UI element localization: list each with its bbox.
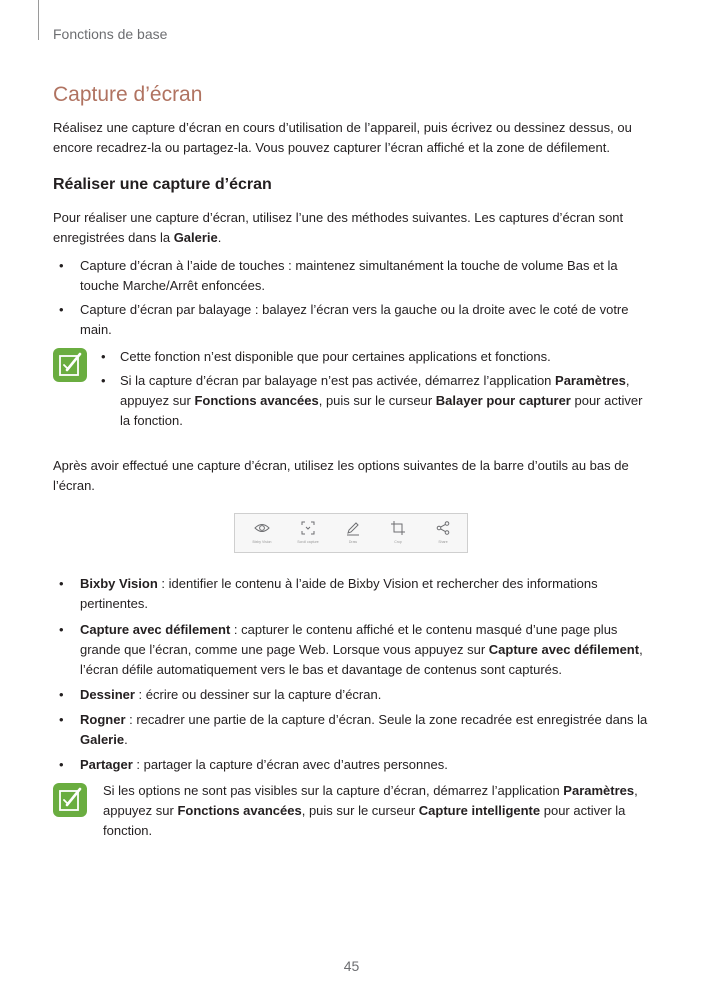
note1-bold: Paramètres (555, 373, 626, 388)
option-desc: . (124, 732, 128, 747)
section-intro (53, 208, 653, 248)
option-desc: , l’écran défile automatiquement vers le bas et davantage de contenus sont capturés. (80, 642, 643, 677)
note1-text: , appuyez sur (120, 373, 630, 408)
intro-paragraph: Réalisez une capture d’écran en cours d’utilisation de l’appareil, puis écrivez ou dessinez dessus, ou encore recadrez-la ou partagez-la. Vous pouvez capturer l’écran affiché et la zone de défilement. (53, 120, 632, 155)
bullet: • (59, 302, 64, 317)
note2-bold: Fonctions avancées (177, 803, 302, 818)
note2-bold: Paramètres (563, 783, 635, 798)
option-bold: Galerie (80, 732, 125, 747)
scroll-capture-icon (300, 520, 316, 536)
note2-text-part: , appuyez sur (103, 783, 638, 818)
note1-bold: Balayer pour capturer (435, 393, 571, 408)
option-desc: : capturer le contenu affiché et le contenu masqué d’une page plus grande que l’écran, comme une page Web. Lorsque vous appuyez sur (80, 622, 618, 657)
toolbar-draw-button[interactable] (330, 518, 376, 550)
bullet: • (59, 687, 64, 702)
bullet: • (101, 349, 106, 364)
toolbar-scroll-capture-button[interactable] (285, 518, 331, 550)
option-rogner (80, 710, 652, 750)
note1-text: , puis sur le curseur (318, 393, 436, 408)
bullet: • (59, 576, 64, 591)
note1-text: pour activer la fonction. (120, 393, 643, 428)
option-name: Capture avec défilement (80, 622, 231, 637)
option-bold: Capture avec défilement (488, 642, 640, 657)
toolbar-label: Draw (348, 540, 358, 544)
section-intro-end: . (217, 230, 222, 245)
note2-text-part: Si les options ne sont pas visibles sur la capture d’écran, démarrez l’application (103, 783, 564, 798)
toolbar-label: Crop (394, 540, 402, 544)
option-capture-defilement (80, 620, 652, 680)
running-header: Fonctions de base (53, 26, 168, 42)
bullet: • (101, 373, 106, 388)
toolbar-crop-button[interactable] (375, 518, 421, 550)
section-intro-text: Pour réaliser une capture d’écran, utilisez l’une des méthodes suivantes. Les captures d’écran sont enregistrées dans la (53, 210, 624, 245)
after-paragraph: Après avoir effectué une capture d’écran, utilisez les options suivantes de la barre d’outils au bas de l’écran. (53, 458, 629, 493)
section-title: Réaliser une capture d’écran (53, 176, 272, 193)
note2-text-part: , puis sur le curseur (301, 803, 419, 818)
note1-item-1: Cette fonction n’est disponible que pour certaines applications et fonctions. (120, 349, 551, 364)
option-desc: : partager la capture d’écran avec d’autres personnes. (132, 757, 448, 772)
method-2: Capture d’écran par balayage : balayez l’écran vers la gauche ou la droite avec le coté de votre main. (80, 302, 629, 337)
toolbar-label: Bixby Vision (252, 540, 272, 544)
option-name: Dessiner (80, 687, 135, 702)
option-name: Rogner (80, 712, 126, 727)
option-partager (80, 755, 652, 775)
note1-text: Si la capture d’écran par balayage n’est pas activée, démarrez l’application (120, 373, 556, 388)
share-icon (435, 520, 451, 536)
option-desc: : identifier le contenu à l’aide de Bixby Vision et rechercher des informations pertinentes. (80, 576, 598, 611)
toolbar-label: Scroll capture (297, 540, 319, 544)
note-icon (53, 348, 87, 382)
page-title: Capture d’écran (53, 83, 203, 106)
option-desc: : recadrer une partie de la capture d’écran. Seule la zone recadrée est enregistrée dans la (125, 712, 648, 727)
method-1: Capture d’écran à l’aide de touches : maintenez simultanément la touche de volume Bas et la touche Marche/Arrêt enfoncées. (80, 258, 618, 293)
bullet: • (59, 258, 64, 273)
pen-icon (345, 520, 361, 536)
note-icon (53, 783, 87, 817)
page-number: 45 (343, 958, 360, 974)
toolbar-share-button[interactable] (420, 518, 466, 550)
screenshot-toolbar (234, 513, 468, 553)
note1-item-2 (120, 371, 650, 431)
galerie-bold: Galerie (173, 230, 218, 245)
crop-icon (390, 520, 406, 536)
bullet: • (59, 622, 64, 637)
toolbar-bixby-vision-button[interactable] (239, 518, 285, 550)
note2-text-part: pour activer la fonction. (103, 803, 626, 838)
note2-text (103, 781, 653, 841)
bullet: • (59, 757, 64, 772)
option-dessiner (80, 685, 652, 705)
option-desc: : écrire ou dessiner sur la capture d’écran. (134, 687, 382, 702)
bullet: • (59, 712, 64, 727)
toolbar-label: Share (438, 540, 448, 544)
option-name: Partager (80, 757, 133, 772)
margin-rule (38, 0, 39, 40)
note2-bold: Capture intelligente (418, 803, 541, 818)
option-bixby-vision (80, 574, 652, 614)
eye-icon (254, 520, 270, 536)
option-name: Bixby Vision (80, 576, 158, 591)
note1-bold: Fonctions avancées (194, 393, 319, 408)
